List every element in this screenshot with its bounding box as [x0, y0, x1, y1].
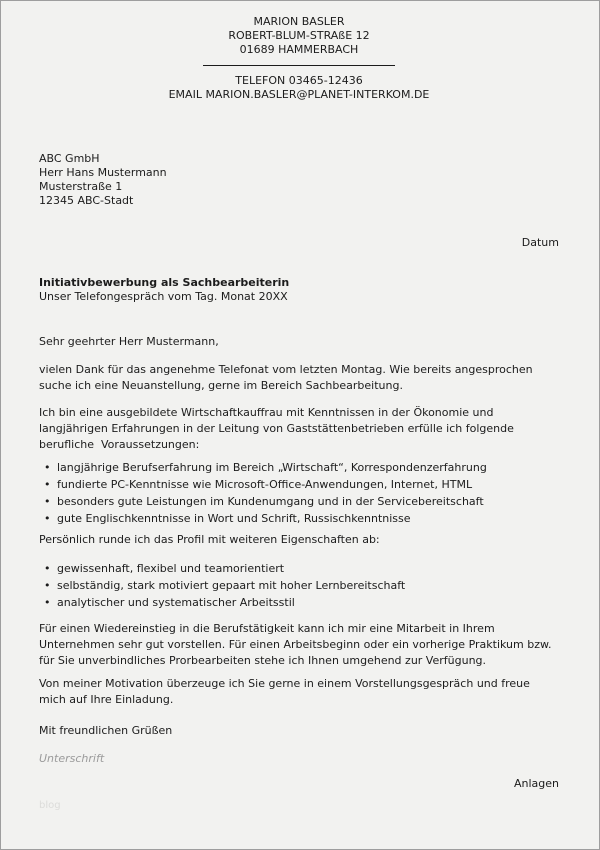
recipient-street: Musterstraße 1: [39, 180, 123, 193]
recipient-city: 12345 ABC-Stadt: [39, 194, 134, 207]
paragraph-motivation: Von meiner Motivation überzeuge ich Sie gerne in einem Vorstellungsgespräch und freue mich auf Ihre Einladung.: [39, 677, 534, 706]
paragraph-intro: vielen Dank für das angenehme Telefonat vom letzten Montag. Wie bereits angesprochen suche ich eine Neuanstellung, gerne im Bereich Sachbearbeitung.: [39, 363, 537, 392]
recipient-company: ABC GmbH: [39, 152, 100, 165]
sender-block: [39, 15, 559, 102]
paragraph-reentry: Für einen Wiedereinstieg in die Berufstätigkeit kann ich mir eine Mitarbeit in Ihrem Unternehmen sehr gut vorstellen. Für einen Arbeitsbeginn oder ein vorherige Praktikum bzw. für Sie unverbindliches Prorbearbeiten stehe ich Ihnen umgehend zur Verfügung.: [39, 622, 555, 667]
sender-street: ROBERT-BLUM-STRAßE 12: [228, 29, 370, 42]
traits-list: [39, 560, 559, 611]
list-item-text: analytischer und systematischer Arbeitsstil: [57, 596, 295, 609]
bullet-icon: •: [44, 596, 51, 609]
sender-name: MARION BASLER: [253, 15, 345, 28]
list-item-text: langjährige Berufserfahrung im Bereich „Wirtschaft“, Korrespondenzerfahrung: [57, 461, 487, 474]
bullet-icon: •: [44, 579, 51, 592]
sender-city: 01689 HAMMERBACH: [239, 43, 359, 56]
list-item-text: fundierte PC-Kenntnisse wie Microsoft-Office-Anwendungen, Internet, HTML: [57, 478, 473, 491]
paragraph-profile: Persönlich runde ich das Profil mit weiteren Eigenschaften ab:: [39, 533, 380, 546]
subject-block: [39, 276, 559, 304]
skills-list: [39, 459, 559, 527]
list-item-text: besonders gute Leistungen im Kundenumgang und in der Servicebereitschaft: [57, 495, 484, 508]
list-item: [39, 560, 559, 577]
date-row: [39, 236, 559, 250]
list-item-text: gute Englischkenntnisse in Wort und Schrift, Russischkenntnisse: [57, 512, 411, 525]
sender-email: EMAIL MARION.BASLER@PLANET-INTERKOM.DE: [168, 88, 430, 101]
list-item: [39, 510, 559, 527]
list-item: [39, 476, 559, 493]
closing-phrase: Mit freundlichen Grüßen: [39, 724, 173, 737]
list-item-text: gewissenhaft, flexibel und teamorientiert: [57, 562, 285, 575]
bullet-icon: •: [44, 562, 51, 575]
bullet-icon: •: [44, 512, 51, 525]
subject-line: Initiativbewerbung als Sachbearbeiterin: [39, 276, 290, 289]
sender-phone: TELEFON 03465-12436: [235, 74, 363, 87]
bullet-icon: •: [44, 461, 51, 474]
recipient-block: [39, 152, 559, 208]
list-item-text: selbständig, stark motiviert gepaart mit hoher Lernbereitschaft: [57, 579, 406, 592]
paragraph-qualifications: Ich bin eine ausgebildete Wirtschaftkauffrau mit Kenntnissen in der Ökonomie und langjährigen Erfahrungen in der Leitung von Gaststättenbetrieben erfülle ich folgende berufliche Voraussetzungen:: [39, 406, 518, 451]
list-item: [39, 459, 559, 476]
bullet-icon: •: [44, 495, 51, 508]
watermark-text: blog: [39, 800, 61, 811]
signature-placeholder: Unterschrift: [39, 752, 105, 765]
sender-divider: [203, 65, 395, 66]
list-item: [39, 594, 559, 611]
date-label: Datum: [521, 236, 559, 249]
subject-subline: Unser Telefongespräch vom Tag. Monat 20XX: [39, 290, 288, 303]
enclosures-label: Anlagen: [513, 777, 559, 790]
list-item: [39, 493, 559, 510]
list-item: [39, 577, 559, 594]
recipient-person: Herr Hans Mustermann: [39, 166, 167, 179]
bullet-icon: •: [44, 478, 51, 491]
salutation: Sehr geehrter Herr Mustermann,: [39, 335, 219, 348]
